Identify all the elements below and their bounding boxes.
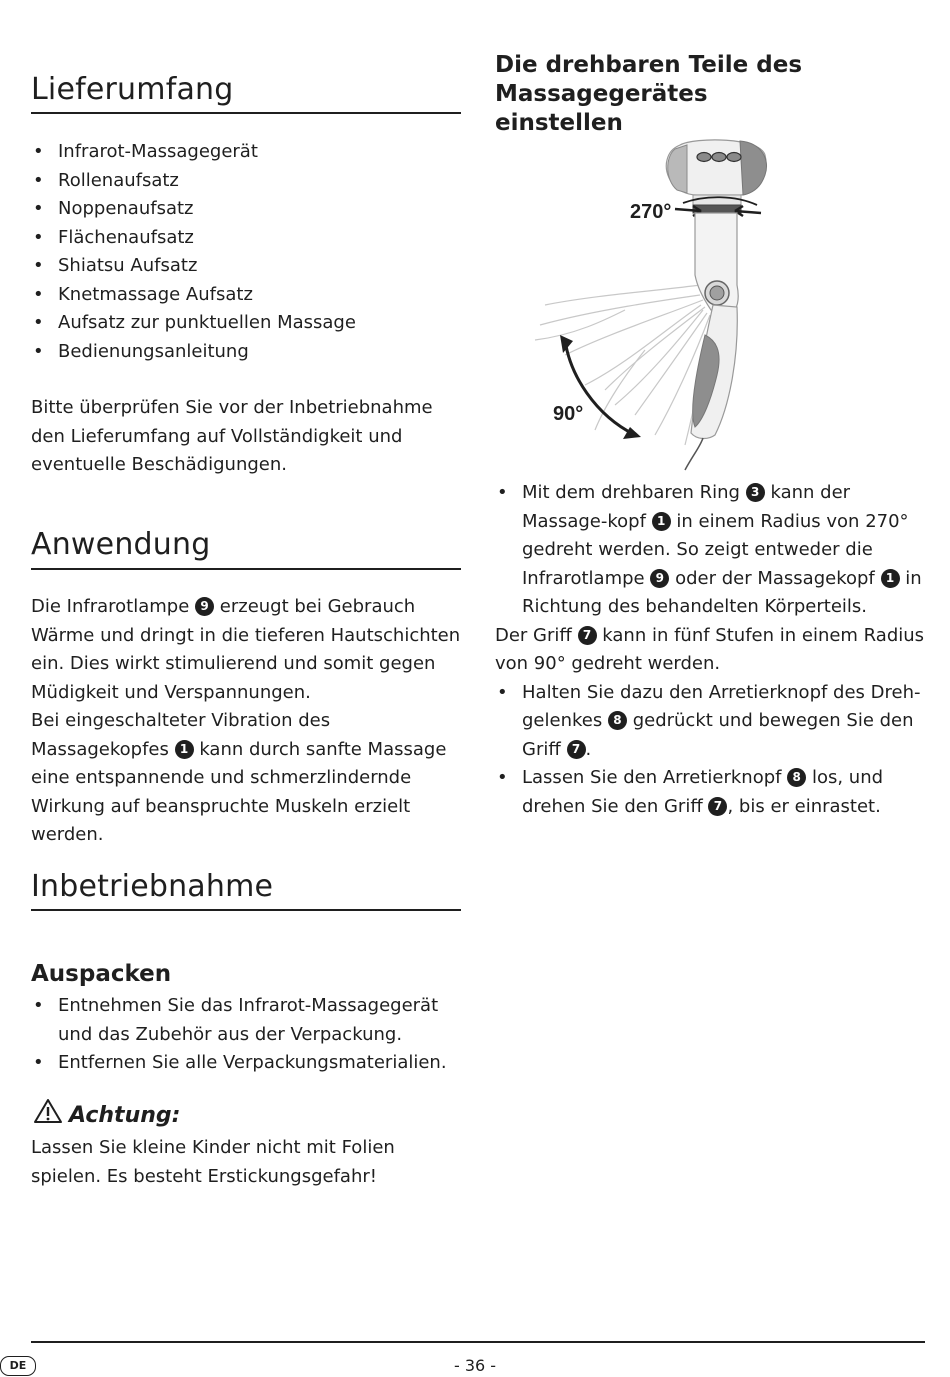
list-item: • Flächenaufsatz [31,224,461,253]
griff-paragraph [495,622,925,679]
right-text-block [495,479,925,821]
label-270: 270° [630,201,672,223]
anwendung-text: Bei eingeschalteter Vibration des Massagekopfes [31,710,331,760]
heading-auspacken: Auspacken [31,961,172,987]
list-item: • Noppenaufsatz [31,195,461,224]
heading-lieferumfang: Lieferumfang [31,72,234,107]
drehbare-list-2 [495,679,925,822]
text-span: gedrückt und bewegen Sie den Griff [522,710,914,760]
list-item: • Entnehmen Sie das Infrarot-Massagegerät und das Zubehör aus der Verpackung. [31,992,456,1049]
heading-rule [31,909,461,911]
text-span: kann der Massage-kopf [522,482,851,532]
lieferumfang-list [31,138,461,366]
drehbare-list-1 [495,479,925,622]
ref-number-badge: 7 [567,740,586,759]
heading-inbetriebnahme: Inbetriebnahme [31,869,274,904]
list-item [495,679,925,765]
warning-text: Lassen Sie kleine Kinder nicht mit Folien spielen. Es besteht Erstickungsgefahr! [31,1137,395,1187]
lieferumfang-note: Bitte überprüfen Sie vor der Inbetriebnahme den Lieferumfang auf Vollständigkeit und eventuelle Beschädigungen. [31,397,433,475]
text-span: Der Griff [495,624,572,646]
ref-number-badge: 1 [175,740,194,759]
ref-number-badge: 8 [787,768,806,787]
list-item [495,479,925,622]
warning-title: Achtung: [69,1103,181,1128]
ref-number-badge: 8 [608,711,627,730]
list-item: • Bedienungsanleitung [31,338,461,367]
auspacken-list [31,992,456,1078]
ref-number-badge: 7 [578,626,597,645]
list-item: • Rollenaufsatz [31,167,461,196]
ref-number-badge: 3 [746,483,765,502]
text-span: in Richtung des behandelten Körperteils. [522,567,922,617]
list-item: • Infrarot-Massagegerät [31,138,461,167]
heading-rule [31,112,461,114]
anwendung-paragraph [31,593,463,850]
ref-number-badge: 7 [708,797,727,816]
ref-number-badge: 9 [650,569,669,588]
text-span: los, und drehen Sie den Griff [522,767,884,817]
anwendung-text: kann durch sanfte Massage eine entspannende und schmerzlindernde Wirkung auf beanspruchte Muskeln erzielt werden. [31,738,447,845]
text-span: Mit dem drehbaren Ring [522,482,740,503]
heading-rule [31,568,461,570]
language-badge: DE [0,1356,36,1376]
text-span: oder der Massagekopf [675,567,875,589]
anwendung-text: Die Infrarotlampe [31,596,190,617]
footer-rule [31,1341,925,1343]
list-item: • Aufsatz zur punktuellen Massage [31,309,461,338]
text-span: , bis er einrastet. [727,795,881,817]
text-span: . [585,738,592,760]
section-lieferumfang [31,72,461,107]
text-span: Lassen Sie den Arretierknopf [522,767,782,788]
heading-anwendung: Anwendung [31,527,211,562]
label-90: 90° [553,403,584,425]
ref-number-badge: 9 [195,597,214,616]
list-item: • Shiatsu Aufsatz [31,252,461,281]
ref-number-badge: 1 [881,569,900,588]
text-span: in einem Radius von 270° gedreht werden. So zeigt entweder die Infrarotlampe [522,510,909,589]
massager-illustration [525,135,790,475]
heading-drehbare-teile: Die drehbaren Teile des Massagegerätes einstellen [495,52,803,136]
list-item [495,764,925,821]
page-number: - 36 - [453,1356,497,1375]
warning-triangle-icon [33,1098,63,1124]
text-span: kann in fünf Stufen in einem Radius von 90° gedreht werden. [495,624,925,674]
ref-number-badge: 1 [652,512,671,531]
list-item: • Entfernen Sie alle Verpackungsmaterialien. [31,1049,456,1078]
text-span: Halten Sie dazu den Arretierknopf des Dreh-gelenkes [522,681,921,731]
list-item: • Knetmassage Aufsatz [31,281,461,310]
massager-figure [525,135,790,475]
anwendung-text: erzeugt bei Gebrauch Wärme und dringt in die tieferen Hautschichten ein. Dies wirkt stimulierend und somit gegen Müdigkeit und Verspannungen. [31,596,461,703]
